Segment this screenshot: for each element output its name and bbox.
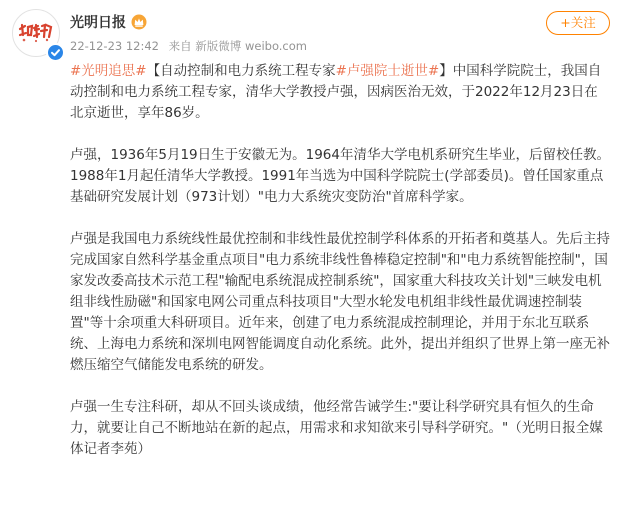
post-meta (70, 38, 313, 54)
hashtag-link[interactable]: #光明追思# (70, 63, 147, 79)
avatar[interactable] (12, 9, 60, 57)
post-text: 【自动控制和电力系统工程专家 (146, 63, 336, 79)
crown-icon[interactable] (131, 14, 147, 35)
post-paragraph-1 (70, 61, 610, 124)
verified-check-icon (46, 43, 65, 62)
post-paragraph-4: 卢强一生专注科研，却从不回头谈成绩，他经常告诫学生:"要让科学研究具有恒久的生命力，就要让自己不断地站在新的起点，用需求和求知欲来引导科学研究。"（光明日报全媒体记者李苑） (70, 399, 603, 457)
follow-button[interactable]: +关注 (546, 11, 610, 35)
account-name[interactable]: 光明日报 (70, 15, 126, 31)
post-content (70, 61, 610, 460)
post-paragraph-3: 卢强是我国电力系统线性最优控制和非线性最优控制学科体系的开拓者和奠基人。先后主持完成国家自然科学基金重点项目"电力系统非线性鲁棒稳定控制"和"电力系统智能控制"，国家发改委高技术示范工程"输配电系统混成控制系统"，国家重大科技攻关计划"三峡发电机组非线性励磁"和国家电网公司重点科技项目"大型水轮发电机组非线性最优调速控制装置"等十余项重大科研项目。近年来，创建了电力系统混成控制理论，并用于东北互联系统、上海电力系统和深圳电网智能调度自动化系统。此外，提出并组织了世界上第一座无补燃压缩空气储能发电系统的研发。 (70, 231, 610, 373)
post-timestamp[interactable]: 22-12-23 12:42 (70, 39, 159, 53)
account-name-row (70, 14, 147, 35)
post-source[interactable]: 来自 新版微博 weibo.com (168, 39, 307, 53)
post-paragraph-2: 卢强，1936年5月19日生于安徽无为。1964年清华大学电机系研究生毕业，后留校任教。1988年1月起任清华大学教授。1991年当选为中国科学院院士(学部委员)。曾任国家重点基础研究发展计划（973计划）"电力大系统灾变防治"首席科学家。 (70, 147, 610, 205)
hashtag-link[interactable]: #卢强院士逝世# (335, 63, 440, 79)
post-text: 】中国科学院院士，我国自动控制和电力系统工程专家，清华大学教授卢强，因病医治无效，于2022年12月23日在北京逝世，享年86岁。 (70, 63, 602, 121)
